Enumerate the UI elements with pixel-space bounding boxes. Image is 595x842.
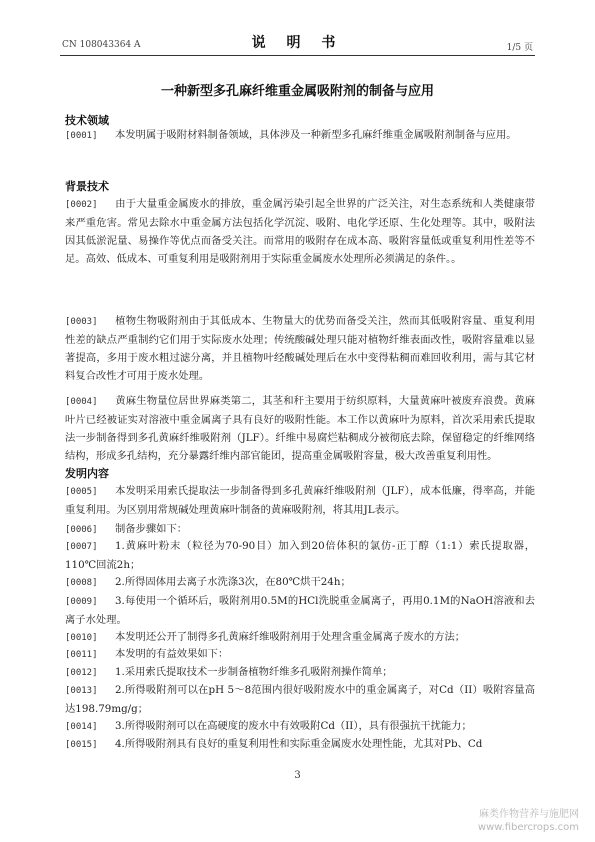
paragraph-number: [0015] [65,740,98,750]
paragraph-text: 植物生物吸附剂由于其低成本、生物量大的优势而备受关注，然而其低吸附容量、重复利用性差的缺点严重制约它们用于实际废水处理；传统酸碱处理只能对植物纤维表面改性，吸附容量难以显著提高，多用于废水粗过滤分离，并且植物叶经酸碱处理后在水中变得粘稠而难回收利用，需与其它材料复合改性才可用于废水处理。 [65,315,535,382]
paragraph-text: 本发明的有益效果如下： [115,648,229,660]
watermark-site-name: 麻类作物营养与施肥网 [479,809,579,820]
page-count: 1/5 页 [506,43,533,53]
paragraph-0009 [65,592,535,629]
paragraph-number: [0002] [65,200,98,210]
paragraph-number: [0014] [65,722,98,732]
paragraph-text: 1.黄麻叶粉末（粒径为70-90目）加入到20倍体积的氯仿-正丁醇（1:1）索氏提取器，110℃回流2h； [65,540,535,571]
patent-number: CN 108043364 A [62,40,141,50]
paragraph-0014 [65,717,535,736]
paragraph-text: 制备步骤如下： [115,523,188,535]
watermark-url: www.fibercrops.com [477,822,579,833]
paragraph-number: [0005] [65,487,98,497]
paragraph-0012 [65,663,535,682]
paragraph-number: [0003] [65,317,98,327]
paragraph-number: [0009] [65,597,98,607]
paragraph-number: [0011] [65,650,98,660]
paragraph-text: 本发明还公开了制得多孔黄麻纤维吸附剂用于处理含重金属离子废水的方法； [115,631,466,643]
paragraph-0005 [65,482,535,519]
paragraph-number: [0013] [65,686,98,696]
paragraph-number: [0012] [65,668,98,678]
paragraph-text: 本发明属于吸附材料制备领域，具体涉及一种新型多孔麻纤维重金属吸附剂制备与应用。 [115,129,517,141]
document-type-title: 说 明 书 [251,35,344,51]
paragraph-0002 [65,195,535,268]
paragraph-text: 2.所得吸附剂可以在pH 5～8范围内很好吸附废水中的重金属离子，对Cd（II）吸附容量高达198.79mg/g； [65,684,535,715]
paragraph-number: [0010] [65,633,98,643]
paragraph-number: [0004] [65,397,98,407]
paragraph-text: 1.采用索氏提取技术一步制备植物纤维多孔吸附剂操作简单； [115,666,393,678]
paragraph-text: 黄麻生物量位居世界麻类第二，其茎和秆主要用于纺织原料，大量黄麻叶被废弃浪费。黄麻叶片已经被证实对溶液中重金属离子具有良好的吸附性能。本工作以黄麻叶为原料，首次采用索氏提取法一步制备得到多孔黄麻纤维吸附剂（JLF）。纤维中易腐烂粘稠成分被彻底去除，保留稳定的纤维网络结构，形成多孔结构，充分暴露纤维内部官能团，提高重金属吸附容量，极大改善重复利用性。 [65,395,535,462]
paragraph-0004 [65,392,535,465]
paragraph-0007 [65,537,535,574]
paragraph-0003 [65,312,535,385]
watermark [478,808,579,834]
paragraph-0015 [65,735,535,754]
section-heading-background: 背景技术 [65,180,109,193]
page-number: 3 [294,770,301,781]
paragraph-text: 由于大量重金属废水的排放，重金属污染引起全世界的广泛关注，对生态系统和人类健康带来严重危害。常见去除水中重金属方法包括化学沉淀、吸附、电化学还原、生化处理等。其中，吸附法因其低淤泥量、易操作等优点而备受关注。而常用的吸附存在成本高、吸附容量低或重复利用性差等不足。高效、低成本、可重复利用是吸附剂用于实际重金属废水处理所必须满足的条件。。 [65,198,535,265]
paragraph-number: [0001] [65,131,98,141]
paragraph-number: [0008] [65,578,98,588]
paragraph-0001 [65,126,535,145]
paragraph-0011 [65,645,535,664]
section-heading-tech-field: 技术领域 [65,114,109,127]
paragraph-text: 3.所得吸附剂可以在高硬度的废水中有效吸附Cd（II），具有很强抗干扰能力； [115,720,472,732]
document-title: 一种新型多孔麻纤维重金属吸附剂的制备与应用 [160,84,434,99]
paragraph-number: [0006] [65,525,98,535]
paragraph-text: 本发明采用索氏提取法一步制备得到多孔黄麻纤维吸附剂（JLF），成本低廉，得率高，并能重复利用。为区别用常规碱处理黄麻叶制备的黄麻吸附剂，将其用JL表示。 [65,485,535,516]
paragraph-number: [0007] [65,542,98,552]
paragraph-0008 [65,573,535,592]
section-heading-invention: 发明内容 [65,467,109,480]
paragraph-text: 2.所得固体用去离子水洗涤3次，在80℃烘干24h； [115,576,351,588]
paragraph-text: 3.每使用一个循环后，吸附剂用0.5M的HCl洗脱重金属离子，再用0.1M的NaOH溶液和去离子水处理。 [65,595,535,626]
paragraph-text: 4.所得吸附剂具有良好的重复利用性和实际重金属废水处理性能，尤其对Pb、Cd [115,738,483,750]
header-divider [60,55,535,56]
paragraph-0013 [65,681,535,718]
